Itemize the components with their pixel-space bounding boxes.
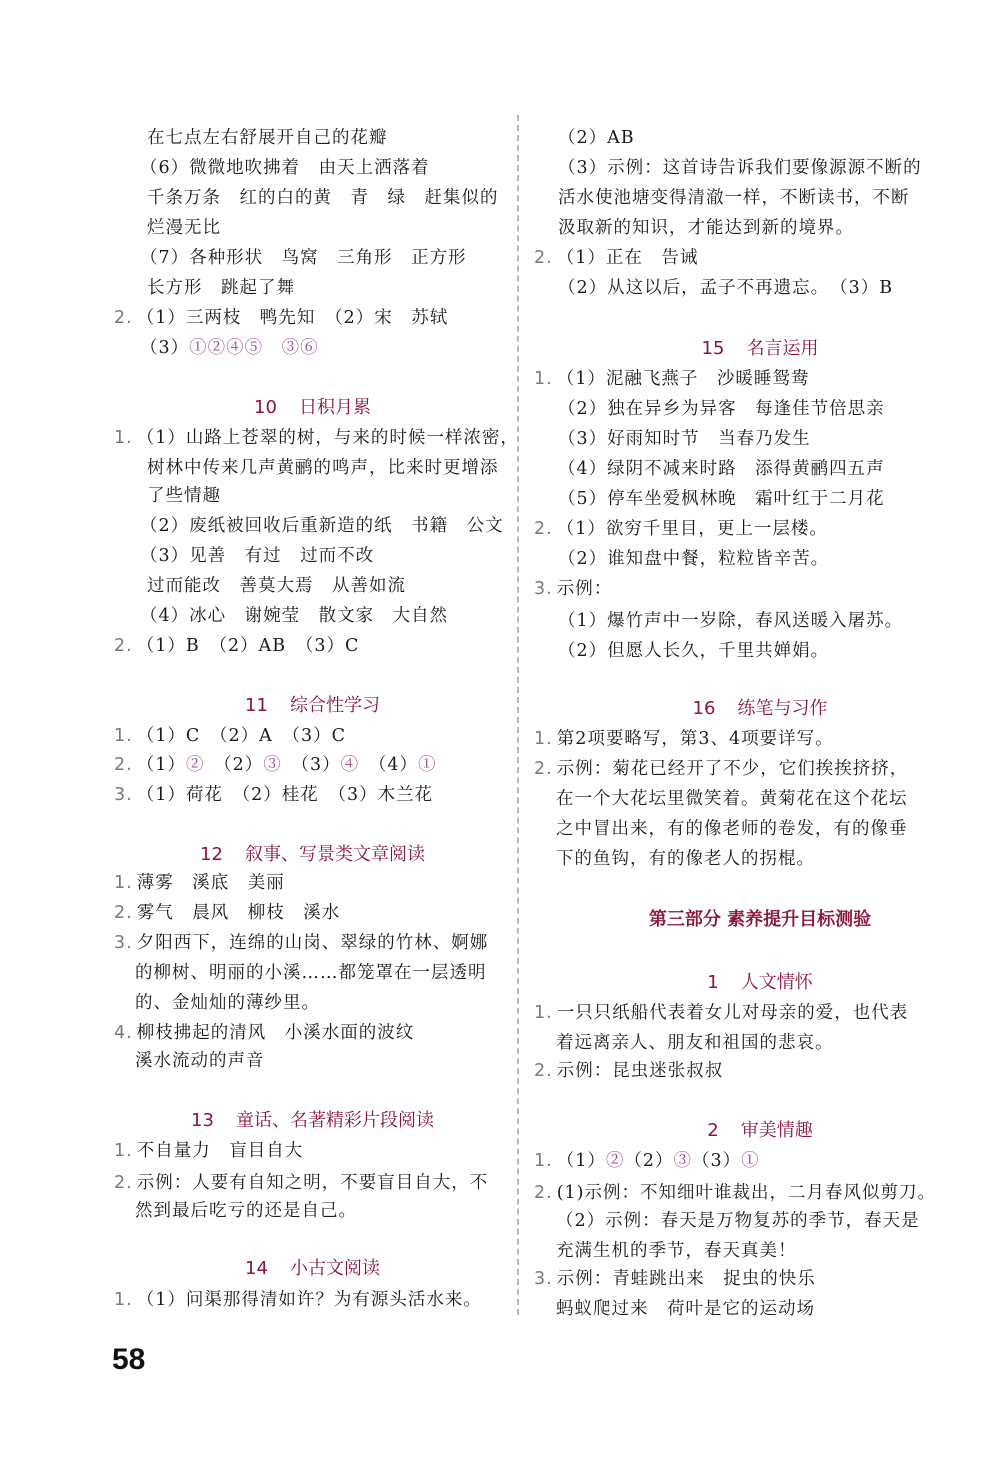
section-number: 10 (254, 397, 277, 418)
question-number: 3. (534, 579, 553, 599)
answer-line (534, 1180, 936, 1206)
question-number: 1. (114, 726, 133, 746)
answer-text: （3） (281, 755, 341, 775)
question-number: 2. (534, 759, 553, 779)
section-heading (520, 696, 1000, 722)
section-title: 综合性学习 (289, 695, 380, 716)
answer-line (558, 546, 829, 572)
answer-text: 了些情趣 (147, 486, 221, 506)
answer-line (114, 782, 433, 808)
question-number: 2. (534, 519, 553, 539)
answer-text: （5）停车坐爱枫林晚 霜叶红于二月花 (558, 489, 885, 509)
answer-line (534, 726, 834, 752)
answer-line (558, 608, 903, 634)
answer-line (556, 786, 908, 812)
answer-text: （2）废纸被回收后重新造的纸 书籍 公文 (140, 516, 504, 536)
answer-text: （3） (691, 1151, 742, 1171)
section-number: 11 (245, 695, 268, 716)
answer-line (558, 638, 829, 664)
answer-text: （4） (359, 755, 419, 775)
answer-text: 示例： (556, 579, 613, 599)
answer-text: 示例：菊花已经开了不少，它们挨挨挤挤， (556, 759, 909, 779)
answer-text: （1）泥融飞燕子 沙暖睡鸳鸯 (556, 369, 810, 389)
question-number: 1. (114, 873, 133, 893)
answer-text: 然到最后吃亏的还是自己。 (135, 1201, 357, 1221)
circled-answer: ① (741, 1151, 760, 1171)
answer-text: （2）独在异乡为异客 每逢佳节倍思亲 (558, 399, 885, 419)
answer-line (147, 125, 388, 151)
section-title: 童话、名著精彩片段阅读 (235, 1110, 434, 1131)
answer-text: 夕阳西下，连绵的山岗、翠绿的竹林、婀娜 (136, 933, 489, 953)
section-number: 14 (245, 1258, 268, 1279)
answer-line (556, 1296, 815, 1322)
answer-line (114, 633, 359, 659)
answer-line (147, 185, 499, 211)
answer-text: （3） (140, 338, 190, 358)
answer-line (135, 1048, 265, 1074)
answer-line (114, 1020, 414, 1046)
section-title: 审美情趣 (740, 1120, 813, 1141)
answer-line (147, 483, 221, 509)
section-number: 1 (707, 972, 719, 993)
answer-line (135, 990, 320, 1016)
answer-line (558, 185, 910, 211)
circled-answer: ①②④⑤ ③⑥ (189, 338, 319, 358)
answer-line (558, 155, 922, 181)
answer-line (147, 455, 499, 481)
answer-line (114, 425, 519, 451)
column-divider (517, 115, 519, 1315)
answer-text: 柳枝拂起的清风 小溪水面的波纹 (136, 1023, 415, 1043)
question-number: 3. (114, 933, 133, 953)
answer-text: （2）从这以后，孟子不再遗忘。 （3）B (558, 278, 894, 298)
answer-text: （1） (556, 1151, 606, 1171)
answer-text: （2）谁知盘中餐，粒粒皆辛苦。 (558, 549, 830, 569)
question-number: 1. (114, 428, 133, 448)
answer-line (114, 1170, 488, 1196)
answer-text: 汲取新的知识，才能达到新的境界。 (558, 218, 854, 238)
answer-line (534, 756, 908, 782)
section-number: 2 (707, 1120, 719, 1141)
answer-text: （2） (624, 1151, 674, 1171)
section-title: 练笔与习作 (737, 698, 828, 719)
page-number: 58 (112, 1343, 146, 1376)
answer-text: （1）荷花 （2）桂花 （3）木兰花 (136, 785, 434, 805)
answer-text: （3）示例：这首诗告诉我们要像源源不断的 (558, 158, 922, 178)
question-number: 2. (534, 1061, 553, 1081)
answer-text: 活水使池塘变得清澈一样，不断读书，不断 (558, 188, 910, 208)
answer-text: （4）冰心 谢婉莹 散文家 大自然 (140, 606, 449, 626)
answer-text: （2）但愿人长久，千里共婵娟。 (558, 641, 830, 661)
answer-line (534, 366, 809, 392)
answer-line (140, 335, 319, 361)
answer-line (140, 543, 374, 569)
answer-text: 一只只纸船代表着女儿对母亲的爱，也代表 (556, 1003, 909, 1023)
answer-text: 不自量力 盲目自大 (136, 1141, 304, 1161)
question-number: 4. (114, 1023, 133, 1043)
circled-answer: ② (605, 1151, 625, 1171)
question-number: 2. (534, 1183, 553, 1203)
answer-text: 烂漫无比 (147, 218, 221, 238)
question-number: 2. (114, 1173, 133, 1193)
answer-text: 第2项要略写，第3、4项要详写。 (556, 729, 834, 749)
answer-line (558, 396, 885, 422)
answer-line (140, 245, 467, 271)
section-number: 15 (701, 338, 725, 359)
question-number: 3. (114, 785, 133, 805)
question-number: 2. (114, 903, 133, 923)
answer-line (114, 1138, 303, 1164)
answer-line (556, 1208, 920, 1234)
answer-line (114, 1287, 482, 1313)
answer-text: 长方形 跳起了舞 (147, 278, 295, 298)
answer-line (558, 426, 811, 452)
question-number: 1. (534, 1151, 553, 1171)
answer-line (558, 486, 885, 512)
answer-line (558, 275, 893, 301)
answer-text: （3）好雨知时节 当春乃发生 (558, 429, 811, 449)
section-heading (520, 1118, 1000, 1144)
answer-text: 千条万条 红的白的黄 青 绿 赶集似的 (147, 188, 499, 208)
answer-line (556, 846, 815, 872)
answer-line (147, 215, 221, 241)
section-title: 小古文阅读 (289, 1258, 380, 1279)
answer-text: 雾气 晨风 柳枝 溪水 (136, 903, 341, 923)
answer-text: 在七点左右舒展开自己的花瓣 (147, 128, 388, 148)
answer-text: （2）AB (558, 128, 635, 148)
answer-text: （1）问渠那得清如许？为有源头活水来。 (136, 1290, 482, 1310)
circled-answer: ① (418, 755, 437, 775)
answer-text: 下的鱼钩，有的像老人的拐棍。 (556, 849, 815, 869)
answer-line (534, 1000, 908, 1026)
answer-text: 示例：青蛙跳出来 捉虫的快乐 (556, 1269, 816, 1289)
answer-text: 充满生机的季节，春天真美！ (556, 1241, 797, 1261)
answer-line (114, 723, 346, 749)
circled-answer: ④ (340, 755, 360, 775)
answer-text: 在一个大花坛里微笑着。黄菊花在这个花坛 (556, 789, 908, 809)
answer-text: （2）示例：春天是万物复苏的季节，春天是 (556, 1211, 920, 1231)
question-number: 2. (114, 308, 133, 328)
section-heading (520, 970, 1000, 996)
answer-line (558, 456, 885, 482)
question-number: 2. (114, 636, 133, 656)
answer-line (147, 275, 295, 301)
answer-text: 示例：人要有自知之明，不要盲目自大，不 (136, 1173, 489, 1193)
answer-line (558, 125, 635, 151)
answer-line (114, 752, 437, 778)
answer-text: 过而能改 善莫大焉 从善如流 (147, 576, 406, 596)
answer-text: 之中冒出来，有的像老师的卷发，有的像垂 (556, 819, 908, 839)
section-title: 日积月累 (298, 397, 371, 418)
answer-text: 蚂蚁爬过来 荷叶是它的运动场 (556, 1299, 815, 1319)
answer-text: 溪水流动的声音 (135, 1051, 265, 1071)
answer-line (556, 816, 908, 842)
answer-text: （1）C （2）A （3）C (136, 726, 347, 746)
answer-line (140, 603, 448, 629)
answer-text: （7）各种形状 鸟窝 三角形 正方形 (140, 248, 467, 268)
question-number: 2. (534, 248, 553, 268)
section-number: 12 (200, 844, 223, 865)
answer-line (534, 1148, 760, 1174)
circled-answer: ③ (263, 755, 282, 775)
answer-text: 着远离亲人、朋友和祖国的悲哀。 (556, 1033, 834, 1053)
question-number: 1. (114, 1141, 133, 1161)
answer-line (140, 513, 504, 539)
answer-text: （6）微微地吹拂着 由天上洒落着 (140, 158, 430, 178)
answer-text: （1）B （2）AB （3）C (136, 636, 360, 656)
part-heading (520, 907, 1000, 933)
section-heading (520, 336, 1000, 362)
question-number: 3. (534, 1269, 553, 1289)
circled-answer: ② (185, 755, 205, 775)
question-number: 1. (534, 369, 553, 389)
section-title: 人文情怀 (740, 972, 813, 993)
answer-text: 树林中传来几声黄鹂的鸣声，比来时更增添 (147, 458, 499, 478)
answer-text: （1） (136, 755, 186, 775)
answer-text: 示例：昆虫迷张叔叔 (556, 1061, 724, 1081)
answer-line (114, 900, 340, 926)
section-heading (110, 842, 515, 868)
section-number: 13 (191, 1110, 214, 1131)
answer-line (556, 1030, 834, 1056)
answer-text: (1)示例：不知细叶谁裁出，二月春风似剪刀。 (556, 1183, 936, 1203)
answer-text: （1）爆竹声中一岁除，春风送暖入屠苏。 (558, 611, 904, 631)
answer-line (534, 1058, 723, 1084)
answer-text: （1）山路上苍翠的树，与来的时候一样浓密， (136, 428, 519, 448)
answer-line (114, 870, 285, 896)
answer-line (135, 1198, 357, 1224)
answer-line (534, 1266, 816, 1292)
section-heading (110, 395, 515, 421)
answer-line (556, 1238, 797, 1264)
question-number: 1. (534, 729, 553, 749)
answer-text: （4）绿阴不减来时路 添得黄鹂四五声 (558, 459, 885, 479)
question-number: 1. (534, 1003, 553, 1023)
answer-text: 的柳树、明丽的小溪……都笼罩在一层透明 (135, 963, 487, 983)
answer-line (135, 960, 487, 986)
answer-line (147, 573, 406, 599)
question-number: 2. (114, 755, 133, 775)
answer-text: （3）见善 有过 过而不改 (140, 546, 375, 566)
answer-line (114, 305, 448, 331)
answer-line (534, 576, 612, 602)
answer-line (114, 930, 488, 956)
answer-line (534, 516, 828, 542)
circled-answer: ③ (673, 1151, 692, 1171)
answer-text: 的、金灿灿的薄纱里。 (135, 993, 320, 1013)
answer-text: 薄雾 溪底 美丽 (136, 873, 285, 893)
section-heading (110, 1108, 515, 1134)
answer-line (558, 215, 854, 241)
answer-text: （1）正在 告诫 (556, 248, 699, 268)
section-title: 第三部分 素养提升目标测验 (648, 909, 872, 930)
section-heading (110, 1256, 515, 1282)
section-heading (110, 693, 515, 719)
answer-text: （2） (204, 755, 264, 775)
section-number: 16 (692, 698, 716, 719)
answer-line (534, 245, 698, 271)
section-title: 名言运用 (746, 338, 819, 359)
answer-text: （1）三两枝 鸭先知 （2）宋 苏轼 (136, 308, 449, 328)
answer-text: （1）欲穷千里目，更上一层楼。 (556, 519, 828, 539)
section-title: 叙事、写景类文章阅读 (244, 844, 425, 865)
answer-line (140, 155, 430, 181)
question-number: 1. (114, 1290, 133, 1310)
